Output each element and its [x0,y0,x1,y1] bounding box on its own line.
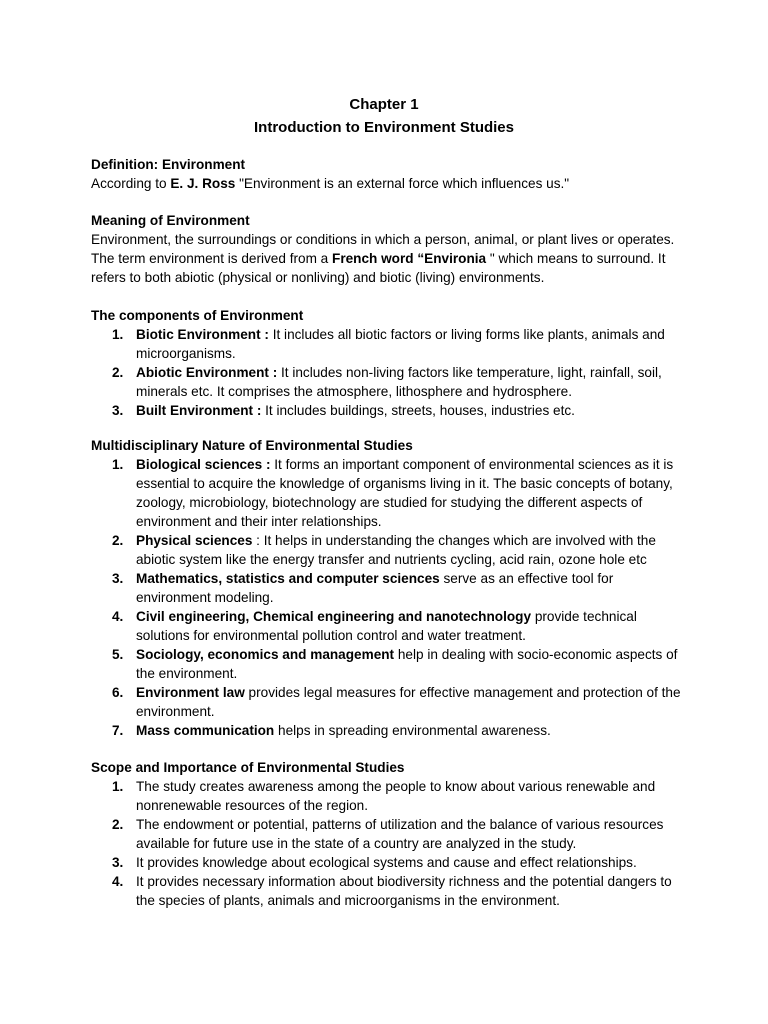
list-item [91,531,681,569]
meaning-text-2: " which means to surround. It refers to both abiotic (physical or nonliving) and biotic (living) environments. [91,251,666,285]
multidisciplinary-list [91,455,681,740]
definition-pre: According to [91,176,171,191]
item-number: 3. [112,855,124,870]
item-number: 4. [112,609,124,624]
item-number: 5. [112,647,124,662]
title-block [0,93,768,139]
meaning-heading: Meaning of Environment [91,213,250,228]
item-term: Biotic Environment : [136,327,269,342]
meaning-text-1: Environment, the surroundings or conditions in which a person, animal, or plant lives or operates. The term environment is derived from a [91,232,675,266]
item-text: It provides necessary information about biodiversity richness and the potential dangers to the species of plants, animals and microorganisms in the environment. [136,874,672,908]
item-text: helps in spreading environmental awareness. [274,723,551,738]
list-item [91,721,681,740]
item-term: Environment law [136,685,245,700]
item-number: 2. [112,365,124,380]
meaning-section [91,211,681,287]
item-number: 3. [112,571,124,586]
list-item [91,455,681,531]
definition-quote: "Environment is an external force which influences us." [235,176,570,191]
components-section [91,306,681,420]
item-text: It includes buildings, streets, houses, industries etc. [261,403,575,418]
item-text: It includes all biotic factors or living forms like plants, animals and microorganisms. [136,327,665,361]
list-item [91,645,681,683]
item-number: 3. [112,403,124,418]
item-number: 1. [112,779,124,794]
item-number: 2. [112,533,124,548]
definition-heading: Definition: Environment [91,157,246,172]
meaning-bold: French word “Environia [332,251,487,266]
list-item [91,683,681,721]
list-item [91,401,681,420]
item-text: help in dealing with socio-economic aspects of the environment. [136,647,678,681]
list-item [91,607,681,645]
meaning-text [91,230,681,287]
list-item [91,872,681,910]
item-number: 1. [112,327,124,342]
item-number: 4. [112,874,124,889]
scope-section [91,758,681,910]
components-heading: The components of Environment [91,308,304,323]
item-number: 7. [112,723,124,738]
scope-heading: Scope and Importance of Environmental Studies [91,760,405,775]
item-number: 6. [112,685,124,700]
components-list [91,325,681,420]
chapter-label: Chapter 1 [349,96,419,113]
list-item [91,325,681,363]
definition-author: E. J. Ross [170,176,236,191]
item-term: Abiotic Environment : [136,365,278,380]
item-text: The endowment or potential, patterns of utilization and the balance of various resources available for future use in the state of a country are analyzed in the study. [136,817,664,851]
multidisciplinary-section [91,436,681,740]
list-item [91,777,681,815]
definition-section [91,155,681,193]
item-term: Physical sciences [136,533,253,548]
scope-list [91,777,681,910]
definition-text [91,174,681,193]
page-title: Introduction to Environment Studies [254,119,514,136]
item-term: Built Environment : [136,403,262,418]
item-text: It includes non-living factors like temperature, light, rainfall, soil, minerals etc. It comprises the atmosphere, lithosphere and hydrosphere. [136,365,662,399]
item-text: It provides knowledge about ecological systems and cause and effect relationships. [136,855,637,870]
item-text: : It helps in understanding the changes which are involved with the abiotic system like the energy transfer and nutrients cycling, acid rain, ozone hole etc [136,533,656,567]
list-item [91,569,681,607]
item-text: provides legal measures for effective management and protection of the environment. [136,685,681,719]
item-text: The study creates awareness among the people to know about various renewable and nonrenewable resources of the region. [136,779,656,813]
item-term: Sociology, economics and management [136,647,395,662]
item-term: Mathematics, statistics and computer sciences [136,571,440,586]
multidisciplinary-heading: Multidisciplinary Nature of Environmental Studies [91,438,413,453]
item-text: serve as an effective tool for environment modeling. [136,571,614,605]
item-term: Civil engineering, Chemical engineering and nanotechnology [136,609,532,624]
list-item [91,853,681,872]
item-number: 2. [112,817,124,832]
item-number: 1. [112,457,124,472]
item-term: Biological sciences : [136,457,271,472]
item-text: It forms an important component of environmental sciences as it is essential to acquire the knowledge of organisms living in it. The basic concepts of botany, zoology, microbiology, biotechnology are studied for studying the different aspects of environment and their inter relationships. [136,457,674,529]
list-item [91,815,681,853]
item-text: provide technical solutions for environmental pollution control and water treatment. [136,609,637,643]
item-term: Mass communication [136,723,275,738]
list-item [91,363,681,401]
